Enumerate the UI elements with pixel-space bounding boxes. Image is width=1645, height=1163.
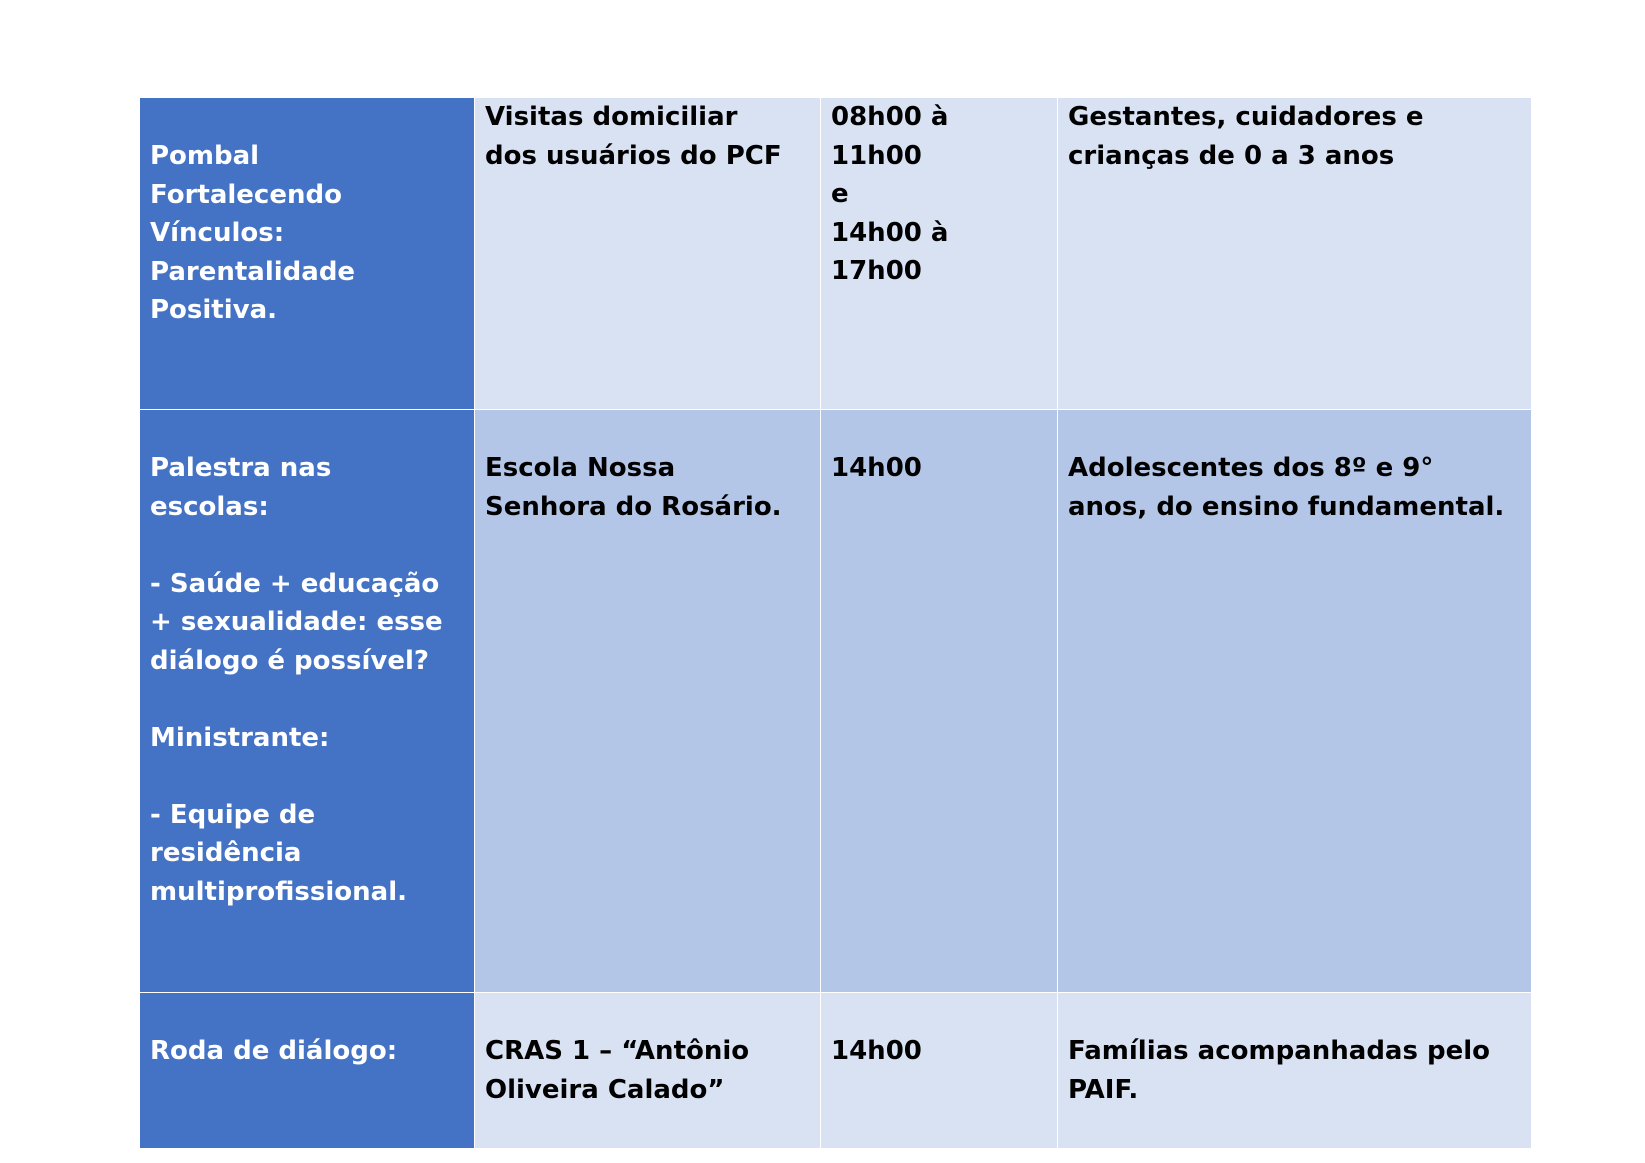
schedule-table [139,97,1532,1149]
activity-cell: Palestra nas escolas: - Saúde + educação + sexualidade: esse diálogo é possível? Ministrante: - Equipe de residência multiprofissional. [140,410,475,993]
place-cell: Visitas domiciliar dos usuários do PCF [475,98,821,410]
place-cell: CRAS 1 – “Antônio Oliveira Calado” [475,993,821,1149]
table-row [140,98,1532,410]
activity-cell: Pombal Fortalecendo Vínculos: Parentalidade Positiva. [140,98,475,410]
audience-cell: Adolescentes dos 8º e 9° anos, do ensino fundamental. [1058,410,1532,993]
time-cell: 08h00 à 11h00 e 14h00 à 17h00 [821,98,1058,410]
audience-cell: Famílias acompanhadas pelo PAIF. [1058,993,1532,1149]
time-cell: 14h00 [821,410,1058,993]
place-cell: Escola Nossa Senhora do Rosário. [475,410,821,993]
audience-cell: Gestantes, cuidadores e crianças de 0 a 3 anos [1058,98,1532,410]
table-row [140,993,1532,1149]
activity-cell: Roda de diálogo: [140,993,475,1149]
time-cell: 14h00 [821,993,1058,1149]
table-row [140,410,1532,993]
